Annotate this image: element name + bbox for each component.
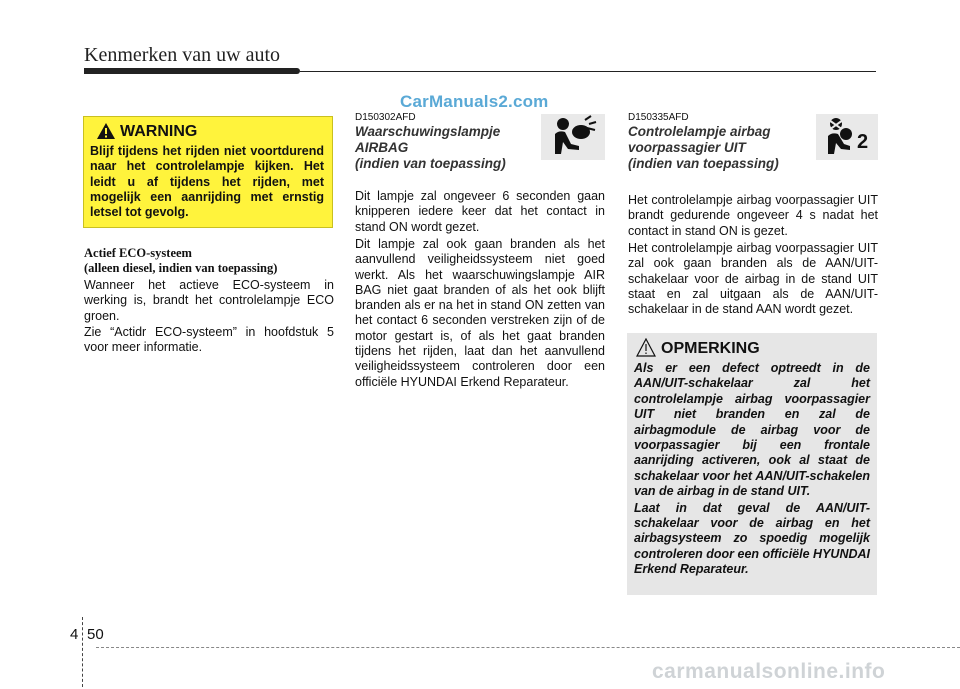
warning-text: Blijf tijdens het rijden niet voortdurend naar het controlelampje kijken. Het leidt u af tijdens het rijden, met mogelijk een aanrijding met ernstig letsel tot gevolg.	[90, 144, 324, 220]
airbag-warning-code: D150302AFD	[355, 112, 416, 123]
passenger-airbag-title-line1: Controlelampje airbag	[628, 124, 771, 139]
warning-triangle-icon	[96, 122, 116, 140]
passenger-airbag-paragraph-1: Het controlelampje airbag voorpassagier UIT brandt gedurende ongeveer 4 s nadat het contact in stand ON is gezet.	[628, 193, 878, 238]
watermark-top: CarManuals2.com	[400, 92, 549, 111]
eco-heading-line1: Actief ECO-systeem	[84, 246, 192, 260]
passenger-airbag-icon-label: 2	[857, 131, 869, 153]
chapter-number: 4	[70, 626, 79, 643]
note-title: OPMERKING	[661, 340, 760, 357]
eco-heading	[84, 246, 334, 275]
page-header-title: Kenmerken van uw auto	[84, 44, 281, 66]
footer-horizontal-rule	[96, 647, 960, 648]
warning-title: WARNING	[120, 123, 198, 140]
airbag-warning-paragraph-2: Dit lampje zal ook gaan branden als het aanvullend veiligheidssysteem niet goed werkt. Als het waarschuwingslampje AIR BAG niet gaat branden of als het ook blijft branden als er na het in stand ON zetten van het contact 6 seconden verstreken zijn of de motor gestart is, of als het gaat branden tijdens het rijden, laat dan het aanvullend veiligheidssysteem controleren door een officiële HYUNDAI Erkend Reparateur.	[355, 237, 605, 389]
passenger-airbag-icon-box	[816, 114, 878, 160]
passenger-airbag-title-line2: voorpassagier UIT	[628, 140, 746, 155]
header-rule	[300, 71, 876, 72]
airbag-warning-icon-box	[541, 114, 605, 160]
note-paragraph-2: Laat in dat geval de AAN/UIT-schakelaar voor de airbag en het airbagsysteem zo spoedig mogelijk controleren door een officiële HYUNDAI Erkend Reparateur.	[634, 500, 870, 577]
footer-vertical-rule	[82, 617, 83, 687]
passenger-airbag-paragraph-2: Het controlelampje airbag voorpassagier UIT zal ook gaan branden als de AAN/UIT-schakelaar voor de airbag in de stand UIT staat en zal uitgaan als de AAN/UIT-schakelaar in de stand AAN wordt gezet.	[628, 241, 878, 317]
passenger-airbag-subtitle: (indien van toepassing)	[628, 156, 779, 171]
airbag-warning-title	[355, 124, 535, 156]
watermark-bottom: carmanualsonline.info	[652, 660, 886, 683]
airbag-warning-title-line2: AIRBAG	[355, 140, 409, 155]
passenger-airbag-off-icon	[816, 114, 878, 160]
passenger-airbag-code: D150335AFD	[628, 112, 689, 123]
note-paragraph-1: Als er een defect optreedt in de AAN/UIT-schakelaar zal het controlelampje airbag voorpassagier UIT niet branden en zal de airbagmodule de airbag voor de voorpassagier bij een frontale aanrijding activeren, ook al staat de schakelaar voor het AAN/UIT-schakelen van de airbag in de stand UIT.	[634, 361, 870, 499]
note-text	[634, 361, 870, 578]
airbag-warning-icon	[541, 114, 605, 160]
eco-paragraph-1: Wanneer het actieve ECO-systeem in werking is, brandt het controlelampje ECO groen.	[84, 278, 334, 323]
caution-triangle-icon	[636, 338, 656, 357]
eco-paragraph-2: Zie “Actidr ECO-systeem” in hoofdstuk 5 voor meer informatie.	[84, 325, 334, 355]
passenger-airbag-title	[628, 124, 808, 156]
airbag-warning-paragraph-1: Dit lampje zal ongeveer 6 seconden gaan knipperen iedere keer dat het contact in stand ON wordt gezet.	[355, 189, 605, 234]
airbag-warning-title-line1: Waarschuwingslampje	[355, 124, 501, 139]
header-bar	[84, 68, 300, 74]
airbag-warning-subtitle: (indien van toepassing)	[355, 156, 506, 171]
eco-heading-line2: (alleen diesel, indien van toepassing)	[84, 260, 278, 275]
page-number: 50	[87, 626, 104, 643]
